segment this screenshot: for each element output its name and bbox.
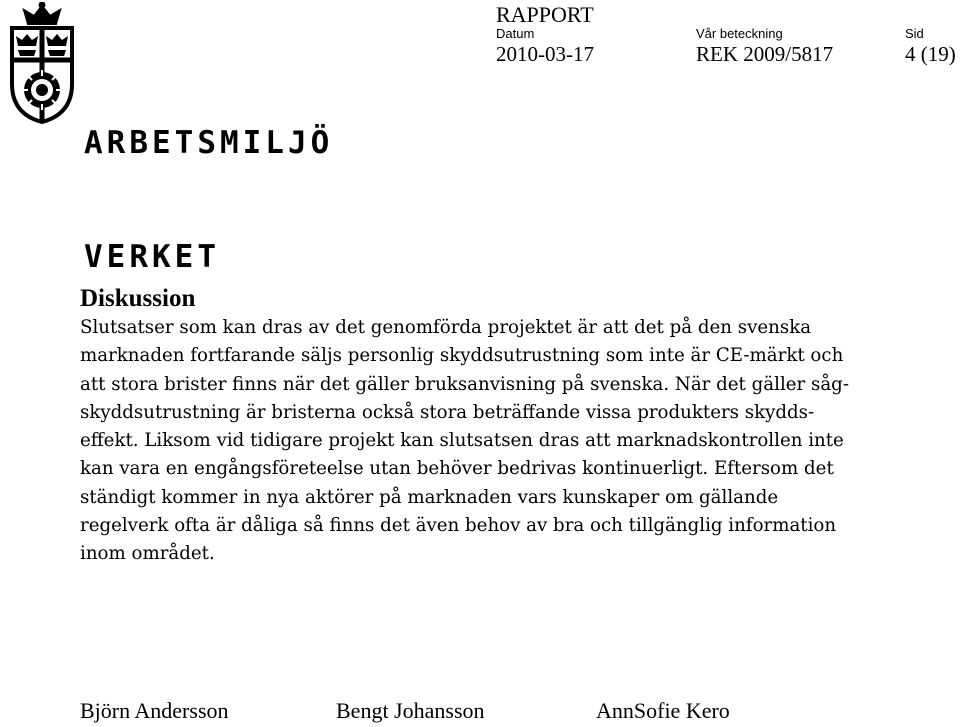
date-value: 2010-03-17 <box>496 42 594 66</box>
reference-label: Vår beteckning <box>696 26 783 41</box>
organization-name-line: VERKET <box>84 239 220 275</box>
reference-value: REK 2009/5817 <box>696 42 834 66</box>
page-number: 4 (19) <box>905 42 956 66</box>
paragraph-line: inom området. <box>80 543 215 565</box>
gear-icon <box>22 70 62 110</box>
paragraph-line: kan vara en engångsföreteelse utan behöver bedrivas kontinuerligt. Eftersom det <box>80 458 834 480</box>
paragraph-line: skyddsutrustning är bristerna också stora beträffande vissa produkters skydds- <box>80 401 815 423</box>
paragraph-line: ständigt kommer in nya aktörer på marknaden vars kunskaper om gällande <box>80 486 779 508</box>
page-label: Sid <box>905 26 924 41</box>
date-label: Datum <box>496 26 535 41</box>
paragraph-line: Slutsatser som kan dras av det genomförda projektet är att det på den svenska <box>80 317 812 338</box>
author-name: Björn Andersson <box>80 698 229 723</box>
paragraph-line: regelverk ofta är dåliga så finns det även behov av bra och tillgänglig information <box>80 515 837 537</box>
body-paragraph <box>80 314 880 569</box>
organization-name-line: ARBETSMILJÖ <box>84 125 334 161</box>
author-name: Bengt Johansson <box>336 698 485 723</box>
paragraph-line: att stora brister finns när det gäller bruksanvisning på svenska. När det gäller såg- <box>80 373 849 395</box>
document-type: RAPPORT <box>496 2 594 27</box>
paragraph-line: marknaden fortfarande säljs personlig skyddsutrustning som inte är CE-märkt och <box>80 345 844 367</box>
paragraph-line: effekt. Liksom vid tidigare projekt kan slutsatsen dras att marknadskontrollen inte <box>80 430 844 452</box>
section-heading: Diskussion <box>80 285 196 312</box>
author-name: AnnSofie Kero <box>596 698 730 723</box>
signature-block <box>0 697 960 727</box>
crown-icon <box>24 3 60 25</box>
coat-of-arms-logo <box>4 2 80 126</box>
